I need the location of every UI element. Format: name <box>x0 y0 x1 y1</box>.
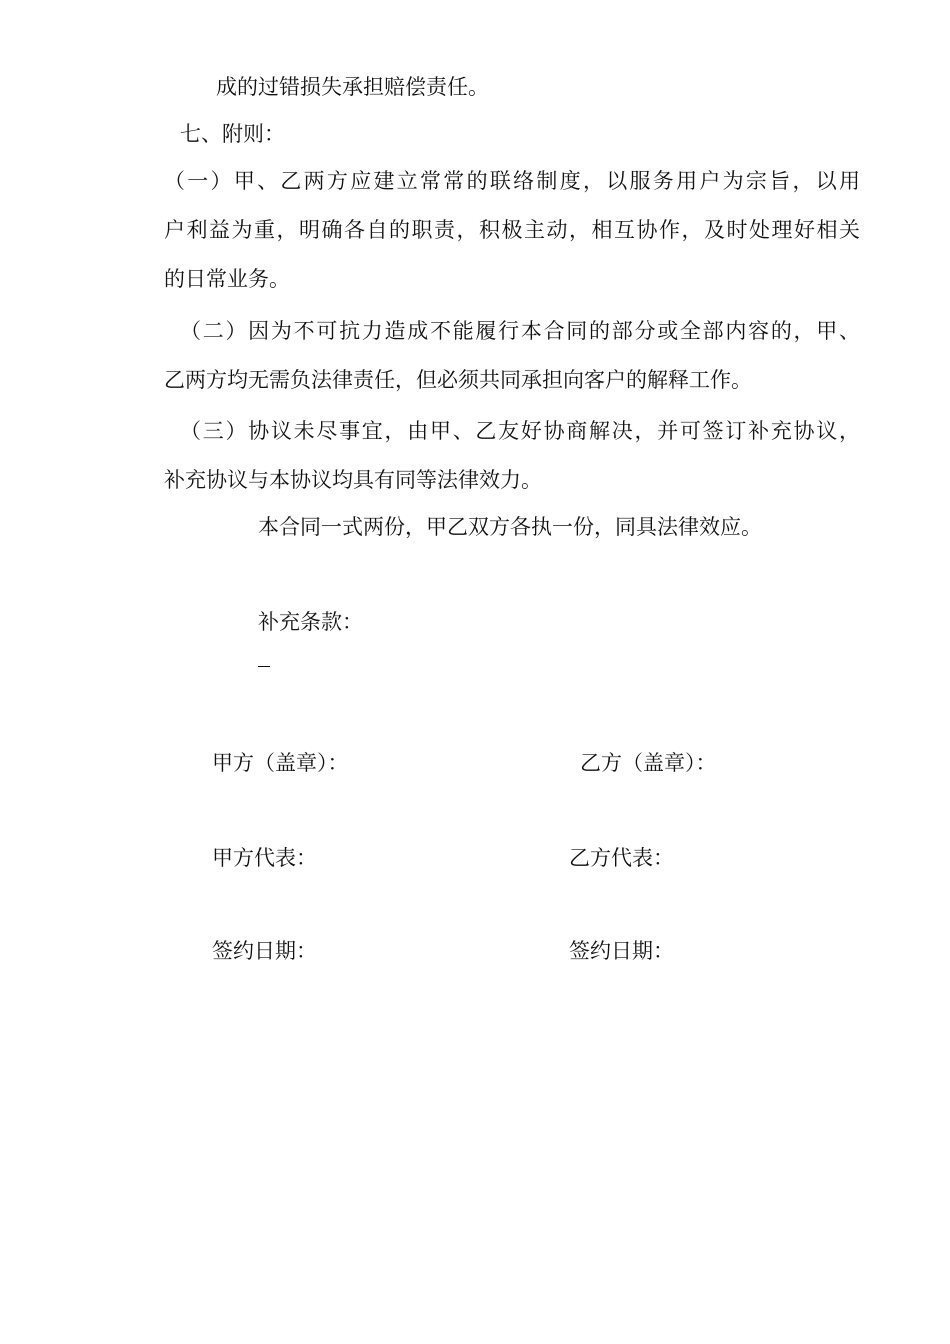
party-b-date-label: 签约日期： <box>569 939 674 963</box>
clause-1-line-1: （一）甲、乙两方应建立常常的联络制度，以服务用户为宗旨，以用 <box>164 169 860 193</box>
clause-3-line-2: 补充协议与本协议均具有同等法律效力。 <box>164 468 542 492</box>
clause-1-line-2: 户利益为重，明确各自的职责，积极主动，相互协作，及时处理好相关 <box>164 218 860 242</box>
party-a-seal-label: 甲方（盖章）： <box>212 751 349 775</box>
party-b-seal-label: 乙方（盖章）： <box>580 751 717 775</box>
clause-1-line-3: 的日常业务。 <box>164 267 290 291</box>
copies-statement: 本合同一式两份，甲乙双方各执一份，同具法律效应。 <box>258 515 762 539</box>
carry-over-text: 成的过错损失承担赔偿责任。 <box>216 75 489 99</box>
supplementary-blank-line <box>258 666 270 667</box>
clause-3-line-1: （三）协议未尽事宜，由甲、乙友好协商解决，并可签订补充协议， <box>180 419 860 443</box>
clause-2-line-2: 乙两方均无需负法律责任，但必须共同承担向客户的解释工作。 <box>164 368 752 392</box>
party-b-rep-label: 乙方代表： <box>569 846 674 870</box>
clause-2-line-1: （二）因为不可抗力造成不能履行本合同的部分或全部内容的，甲、 <box>180 319 860 343</box>
party-a-rep-label: 甲方代表： <box>212 846 317 870</box>
supplementary-label: 补充条款： <box>258 610 363 634</box>
section-seven-title: 七、附则： <box>180 122 285 146</box>
party-a-date-label: 签约日期： <box>212 939 317 963</box>
